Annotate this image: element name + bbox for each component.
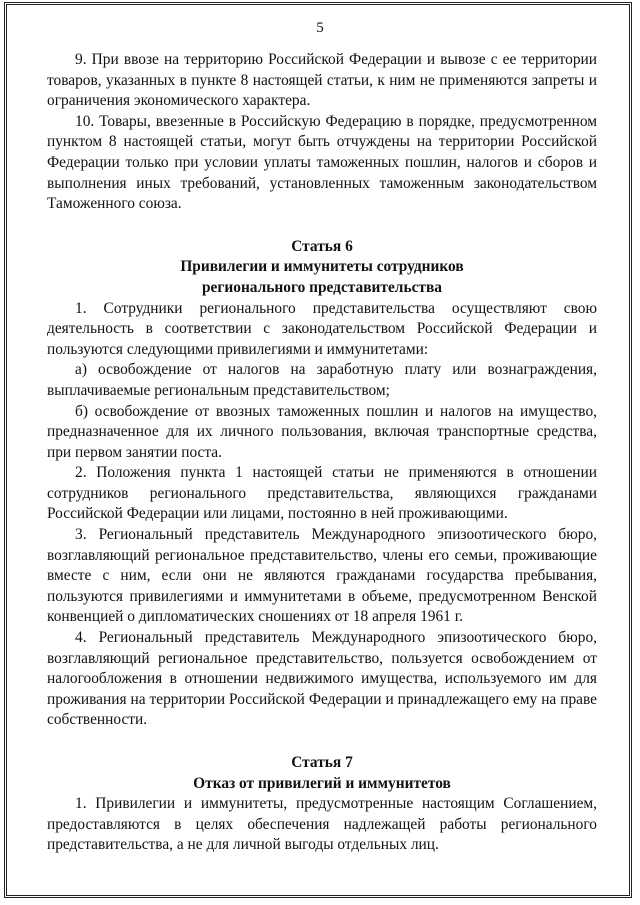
article-6-title-line-1: Привилегии и иммунитеты сотрудников [180, 258, 464, 276]
article-7-paragraph-1: 1. Привилегии и иммунитеты, предусмотренные настоящим Соглашением, предоставляются в целях обеспечения надлежащей работы регионального представительства, а не для личной выгоды отдельных лиц. [47, 795, 597, 854]
article-6-paragraph-3: 3. Региональный представитель Международного эпизоотического бюро, возглавляющий региональное представительство, члены его семьи, проживающие вместе с ним, если они не являются гражданами государства пребывания, пользуются привилегиями и иммунитетами в объеме, предусмотренном Венской конвенцией о дипломатических сношениях от 18 апреля 1961 г. [47, 526, 597, 626]
article-7-number: Статья 7 [291, 754, 353, 771]
article-6-heading [47, 237, 597, 299]
article-6-title-line-2: регионального представительства [202, 278, 442, 296]
document-body [47, 50, 597, 856]
paragraph-9: 9. При ввозе на территорию Российской Федерации и вывозе с ее территории товаров, указанных в пункте 8 настоящей статьи, к ним не применяются запреты и ограничения экономического характера. [47, 51, 597, 110]
article-6-paragraph-2: 2. Положения пункта 1 настоящей статьи не применяются в отношении сотрудников регионального представительства, являющихся гражданами Российской Федерации или лицами, постоянно в ней проживающими. [47, 464, 597, 523]
paragraph-10: 10. Товары, ввезенные в Российскую Федерацию в порядке, предусмотренном пунктом 8 настоящей статьи, могут быть отчуждены на территории Российской Федерации только при условии уплаты таможенных пошлин, налогов и сборов и выполнения иных требований, установленных таможенным законодательством Таможенного союза. [47, 112, 597, 213]
article-6-paragraph-1: 1. Сотрудники регионального представительства осуществляют свою деятельность в соответствии с законодательством Российской Федерации и пользуются следующими привилегиями и иммунитетами: [47, 299, 597, 358]
article-6-item-a: а) освобождение от налогов на заработную плату или вознаграждения, выплачиваемые региональным представительством; [47, 361, 597, 399]
article-6-item-b: б) освобождение от ввозных таможенных пошлин и налогов на имущество, предназначенное для их личного пользования, включая транспортные средства, при первом занятии поста. [47, 402, 597, 461]
article-6-paragraph-4: 4. Региональный представитель Международного эпизоотического бюро, возглавляющий региональное представительство, пользуется освобождением от налогообложения в отношении недвижимого имущества, используемого им для проживания на территории Российской Федерации и принадлежащего ему на праве собственности. [47, 629, 597, 729]
article-7-title: Отказ от привилегий и иммунитетов [193, 774, 451, 792]
page-number: 5 [316, 20, 324, 36]
article-7-heading [47, 753, 597, 794]
article-6-number: Статья 6 [291, 237, 353, 255]
